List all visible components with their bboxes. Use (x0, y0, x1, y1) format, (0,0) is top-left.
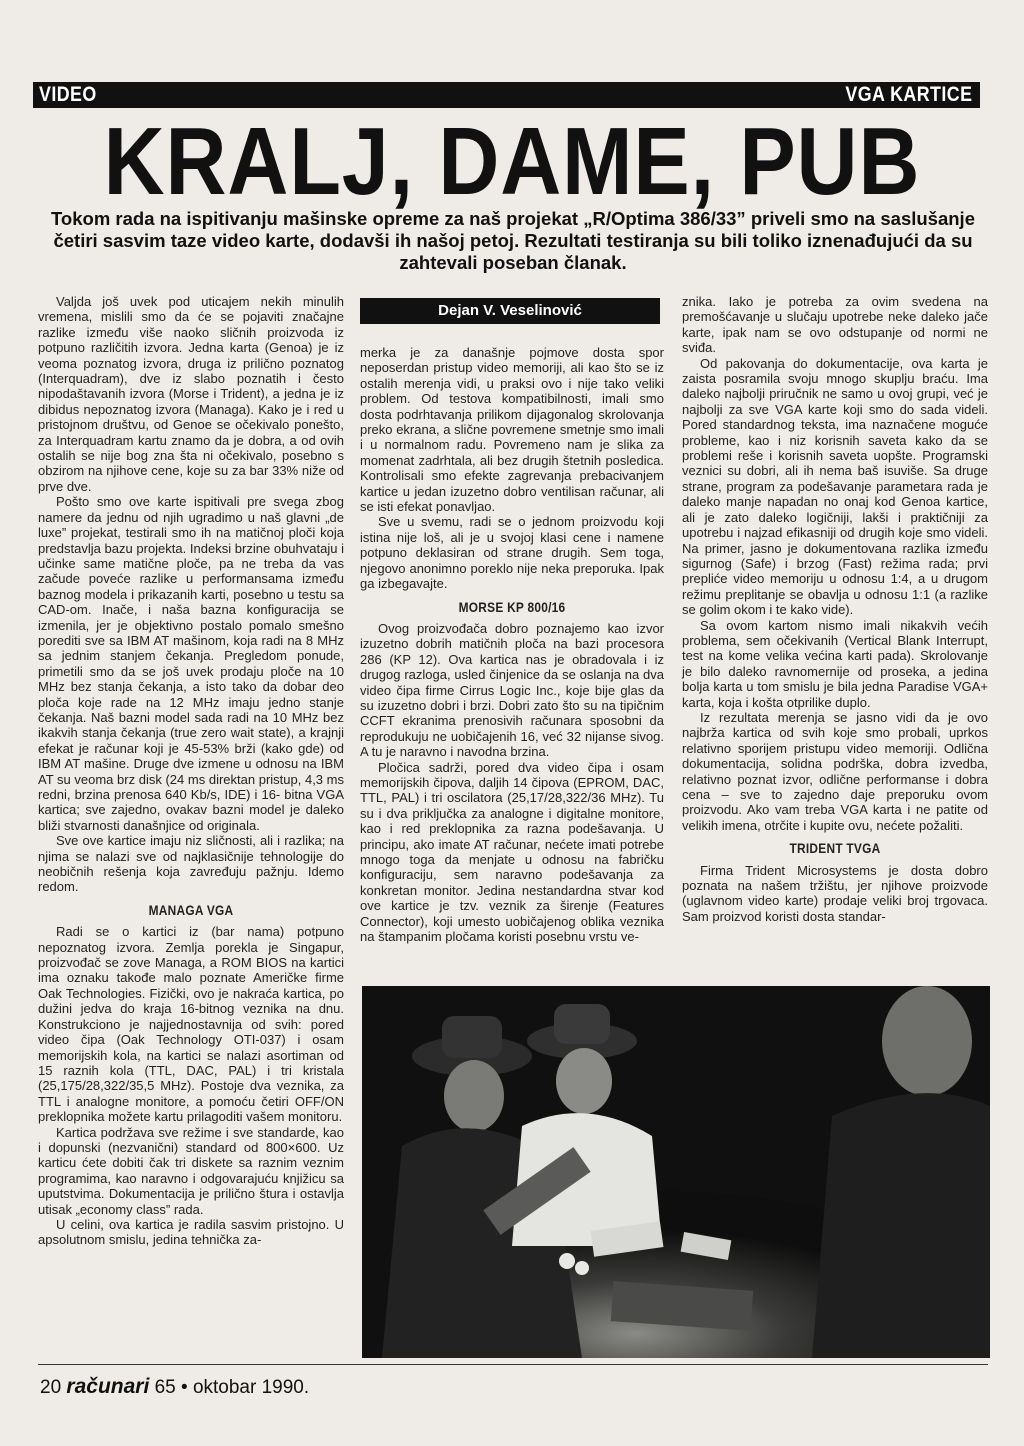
subheading-morse: MORSE KP 800/16 (458, 598, 566, 615)
paragraph: merka je za današnje pojmove dosta spor neposerdan pristup video memoriji, ali kao što se iz ostalih merenja vidi, u praksi ovo i nije tako veliki problem. Od testova kompatibilnosti, imali smo dosta podrhtavanja prilikom dijagonalog skrolovanja preko ekrana, a slične povremene smetnje smo imali i u normalnom radu. Povremeno nam je slika za momenat zadrhtala, ali bez drugih štetnih posledica. Kontrolisali smo efekte zagrevanja prebacivanjem kartice u jedan izuzetno dobro ventilisan računar, ali se isti efekat ponavljao. (360, 345, 664, 515)
subheading-trident: TRIDENT TVGA (789, 840, 881, 857)
paragraph: Iz rezultata merenja se jasno vidi da je ovo najbrža kartica od svih koje smo probali, uprkos relativno sporijem pristupu video memoriji. Odlična dokumentacija, solidna podrška, dobra izvedba, relativno poznat izvor, odlične performanse i dobra cena – sve to zajedno daje preporuku ovom proizvodu. Ako vam treba VGA karta i ne patite od velikih imena, otrčite i kupite ovu, nećete požaliti. (682, 709, 988, 833)
author-byline: Dejan V. Veselinović (360, 298, 660, 324)
issue-date: oktobar 1990. (192, 1377, 310, 1398)
paragraph: Sve ove kartice imaju niz sličnosti, ali i razlika; na njima se nalazi sve od najklasičnije tehnologije do neobičnih rešenja koja zavređuju pažnju. Idemo redom. (38, 833, 344, 895)
subheading-managa: MANAGA VGA (148, 901, 234, 918)
paragraph: Sa ovom kartom nismo imali nikakvih većih problema, sem očekivanih (Vertical Blank Interrupt, test na kome velika većina karti pada). Skrolovanje je bilo daleko ravnomernije od proseka, a jedina bolja karta u tom smislu je bila jedna Paradise VGA+ karta, koja i košta otprilike duplo. (682, 617, 988, 710)
paragraph: Kartica podržava sve režime i sve standarde, kao i dopunski (nezvanični) standard od 800×600. Uz karticu ćete dobiti čak tri diskete sa raznim veznim programima, kao naravno i odgovarajuću knjižicu sa uputstvima. Dokumentacija je prilično štura i ostavlja utisak „economy class” rada. (38, 1124, 344, 1217)
paragraph: Valjda još uvek pod uticajem nekih minulih vremena, mislili smo da će se pojaviti značajne razlike između više naoko sličnih proizvoda iz potpuno različitih izvora. Jedna karta (Genoa) je iz veoma poznatog izvora, druga iz prilično poznatog (Interquadram), dve iz slabo poznatih i često nipodaštavanih izvora (Morse i Trident), a jedna je iz dibidus nepoznatog izvora (Managa). Kako je i red u pristojnom društvu, od Genoe se očekivalo ponešto, za Interquadram kartu znamo da je dobra, a od ovih ostalih se nije bog zna šta ni očekivalo, posebno s obzirom na njihove cene, koje su za bar 33% niže od prve dve. (38, 294, 344, 494)
paragraph: znika. Iako je potreba za ovim svedena na premošćavanje u slučaju upotrebe neke daleko jače karte, ipak nam se ovo odstupanje od normi ne sviđa. (682, 294, 988, 356)
category-label: VGA KARTICE (845, 83, 972, 106)
issue-number: 65 (154, 1377, 176, 1398)
headline: KRALJ, DAME, PUB (103, 108, 921, 215)
footer (40, 1376, 309, 1399)
bullet: • (181, 1377, 188, 1398)
photo-illustration (362, 986, 990, 1358)
photo-card-game (362, 986, 990, 1358)
section-bar (33, 82, 980, 108)
paragraph: U celini, ova kartica je radila sasvim pristojno. U apsolutnom smislu, jedina tehnička za- (38, 1216, 344, 1248)
paragraph: Radi se o kartici iz (bar nama) potpuno nepoznatog izvora. Zemlja porekla je Singapur, proizvođač se zove Managa, a ROM BIOS na kartici ima oznaku takođe malo poznate Američke firme Oak Technologies. Fizički, ovo je nakraća kartica, po dužini jedva do kraja 16-bitnog veznika na dnu. Konstrukciono je najjednostavnija od svih: pored video čipa (Oak Technology OTI-037) i osam memorijskih kola, na kartici se nalazi asortiman od 15 raznih kola (TTL, DAC, PAL) i tri kristala (25,175/28,322/35,5 MHz). Postoje dva veznika, za TTL i analogne monitore, a pomoću četiri OFF/ON preklopnika možete kartu prilagoditi vašem monitoru. (38, 924, 344, 1125)
column-2 (360, 345, 664, 944)
paragraph: Sve u svemu, radi se o jednom proizvodu koji istina nije loš, ali je u svojoj klasi cene i namene potpuno deklasiran od strane drugih. Sem toga, njegovo anonimno poreklo nije neka preporuka. Ipak ga izbegavajte. (360, 514, 664, 592)
magazine-name: računari (66, 1375, 150, 1398)
column-1 (38, 294, 344, 1248)
page-number: 20 (40, 1377, 62, 1398)
section-label: VIDEO (39, 83, 97, 106)
column-3 (682, 294, 988, 924)
lead-paragraph: Tokom rada na ispitivanju mašinske opreme za naš projekat „R/Optima 386/33” priveli smo na saslušanje četiri sasvim taze video karte, dodavši ih našoj petoj. Rezultati testiranja su bili toliko iznenađujući da su zahtevali poseban članak. (51, 208, 975, 273)
footer-rule (38, 1364, 988, 1365)
paragraph: Od pakovanja do dokumentacije, ova karta je zaista posramila svoju mnogo skuplju braću. Ima daleko najbolji priručnik ne samo u ovoj grupi, već je najbolji za sve VGA karte koji smo do sada videli. Pored standardnog teksta, ima naznačene moguće probleme, kao i niz korisnih saveta kako da se problemi reše i korisnih saveta uopšte. Programski veznici su dobri, ali ih nema baš isuviše. Sa druge strane, program za podešavanje parametara rada je daleko manje napadan no onaj kod Genoa kartice, ali je zato daleko logičniji, lakši i praktičniji za upotrebu i najzad efikasniji od drugih koje smo videli. Na primer, jasno je dokumentovana razlika između sigurnog (Safe) i brzog (Fast) režima rada; prvi prepliće video memoriju u odnosu 1:4, a u drugom režimu preplitanje se obavlja u odnosu 1:1 (a razlike se golim okom i te kako vide). (682, 355, 988, 618)
paragraph: Pošto smo ove karte ispitivali pre svega zbog namere da jednu od njih ugradimo u naš glavni „de luxe” projekat, testirali smo ih na matičnoj ploči koja predstavlja bazu projekta. Indeksi brzine obuhvataju i učinke same matične ploče, pa ne treba da vas začude poveće razlike u performansama između baznog modela i prikazanih karti, posebno u testu sa CAD-om. Inače, i naša bazna konfiguracija se izmenila, jer je objektivno postalo pomalo smešno porediti sve sa IBM AT mašinom, koja radi na 8 MHz sa jednim stanjem čekanja. Pregledom ponude, primetili smo da se još uvek prodaju ploče na 10 MHz bez stanja čekanja, a isto tako da dobar deo ploča koje rade na 12 MHz imaju jedno stanje čekanja. Naš bazni model sada radi na 10 MHz bez ikakvih stanja čekanja (true zero wait state), a krajnji efekat je računar koji je 45-53% brži (kako gde) od IBM AT mašine. Druge dve izmene u odnosu na IBM AT su veoma brz disk (24 ms direktan pristup, 4,3 ms redni, brzina prenosa 640 Kb/s, IDE) i 16- bitna VGA kartica; sve zajedno, ovakav bazni model je daleko bliži stvarnosti današnjice od originala. (38, 494, 344, 833)
paragraph: Pločica sadrži, pored dva video čipa i osam memorijskih čipova, daljih 14 čipova (EPROM, DAC, TTL, PAL) i tri oscilatora (25,17/28,322/36 MHz). Tu su i dva priključka za analogne i digitalne monitore, kao i red preklopnika za razna podešavanja. U principu, ako imate AT računar, nećete imati potrebe mnogo toga da menjate u odnosu na fabričku konfiguraciju, sem naravno podešavanja za konkretan monitor. Jedina nestandardna stvar kod ove kartice je tzv. veznik za širenje (Features Connector), koji umesto uobičajenog oblika veznika na štampanim pločama koristi posebnu vrstu ve- (360, 759, 664, 945)
paragraph: Firma Trident Microsystems je dosta dobro poznata na našem tržištu, jer njihove proizvode (uglavnom video karte) prodaje veliki broj trgovaca. Sam proizvod koristi dosta standar- (682, 862, 988, 924)
paragraph: Ovog proizvođača dobro poznajemo kao izvor izuzetno dobrih matičnih ploča na bazi procesora 286 (KP 12). Ova kartica nas je obradovala i iz drugog razloga, usled činjenice da se oslanja na dva video čipa firme Cirrus Logic Inc., koje bije glas da su izuzetno dobri i brzi. Dobri zato što su na tipičnim CCFT ekranima prenosivih računara sposobni da reprodukuju ne uobičajenih 16, već 32 nijanse sivog. A tu je naravno i navodna brzina. (360, 620, 664, 760)
